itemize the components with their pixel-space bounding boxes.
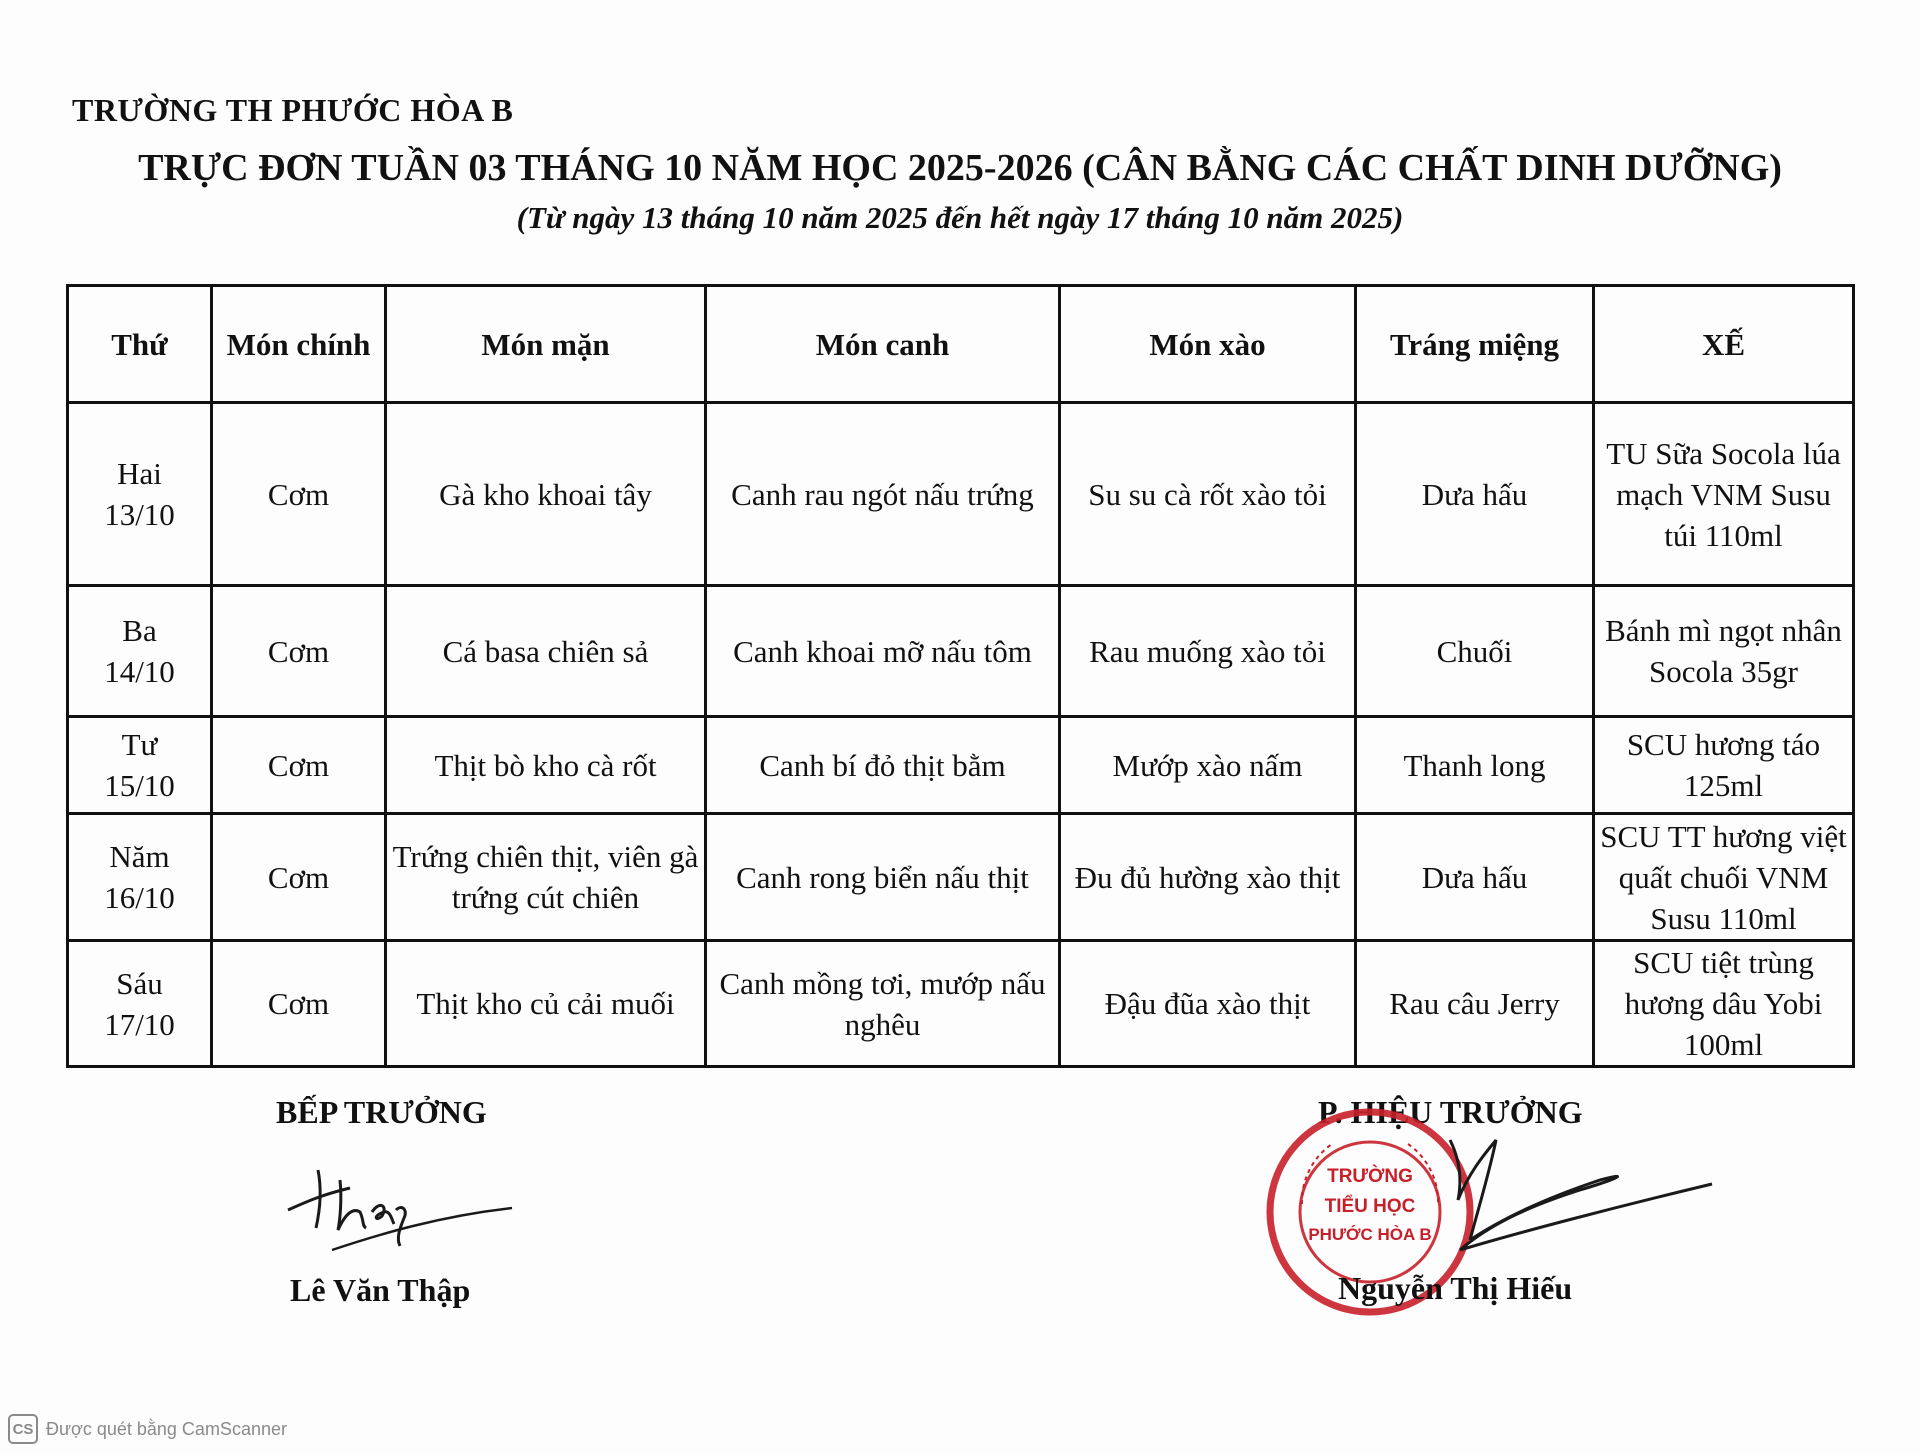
date-range-subtitle: (Từ ngày 13 tháng 10 năm 2025 đến hết ngày 17 tháng 10 năm 2025) xyxy=(516,200,1404,235)
vice-principal-name: Nguyễn Thị Hiếu xyxy=(1338,1270,1573,1306)
school-name: TRƯỜNG TH PHƯỚC HÒA B xyxy=(72,92,514,128)
snack-cell: Bánh mì ngọt nhân Socola 35gr xyxy=(1594,586,1854,717)
day-name: Sáu xyxy=(116,965,163,1001)
soup-cell: Canh rau ngót nấu trứng xyxy=(706,403,1060,586)
dessert-cell: Thanh long xyxy=(1356,717,1594,814)
main-dish-cell: Cơm xyxy=(212,941,386,1067)
day-date: 14/10 xyxy=(104,654,175,689)
svg-text:TRƯỜNG: TRƯỜNG xyxy=(1327,1166,1413,1187)
day-cell xyxy=(68,717,212,814)
table-header-row xyxy=(68,286,1854,403)
table-row xyxy=(68,586,1854,717)
stir-fry-cell: Rau muống xào tỏi xyxy=(1060,586,1356,717)
snack-cell: SCU TT hương việt quất chuối VNM Susu 110ml xyxy=(1594,814,1854,941)
day-name: Ba xyxy=(122,613,157,648)
day-cell xyxy=(68,403,212,586)
table-row xyxy=(68,717,1854,814)
stir-fry-cell: Đu đủ hường xào thịt xyxy=(1060,814,1356,941)
svg-text:PHƯỚC HÒA B: PHƯỚC HÒA B xyxy=(1308,1225,1432,1244)
savory-dish-cell: Trứng chiên thịt, viên gà trứng cút chiên xyxy=(386,814,706,941)
snack-cell: SCU tiệt trùng hương dâu Yobi 100ml xyxy=(1594,941,1854,1067)
camscanner-logo-icon: CS xyxy=(8,1414,38,1444)
table-row xyxy=(68,403,1854,586)
soup-cell: Canh khoai mỡ nấu tôm xyxy=(706,586,1060,717)
main-dish-cell: Cơm xyxy=(212,717,386,814)
document-title: TRỰC ĐƠN TUẦN 03 THÁNG 10 NĂM HỌC 2025-2026 (CÂN BẰNG CÁC CHẤT DINH DƯỠNG) xyxy=(138,147,1782,189)
savory-dish-cell: Cá basa chiên sả xyxy=(386,586,706,717)
stir-fry-cell: Đậu đũa xào thịt xyxy=(1060,941,1356,1067)
table-row xyxy=(68,941,1854,1067)
head-chef-name: Lê Văn Thập xyxy=(290,1272,471,1308)
scanner-text: Được quét bằng CamScanner xyxy=(46,1418,287,1439)
column-header-day: Thứ xyxy=(68,286,212,403)
column-header-savory-dish: Món mặn xyxy=(386,286,706,403)
scanner-watermark xyxy=(8,1414,287,1444)
dessert-cell: Rau câu Jerry xyxy=(1356,941,1594,1067)
snack-cell: SCU hương táo 125ml xyxy=(1594,717,1854,814)
column-header-snack: XẾ xyxy=(1594,286,1854,403)
dessert-cell: Dưa hấu xyxy=(1356,403,1594,586)
weekly-menu-table xyxy=(66,284,1855,1068)
dessert-cell: Dưa hấu xyxy=(1356,814,1594,941)
stir-fry-cell: Su su cà rốt xào tỏi xyxy=(1060,403,1356,586)
day-name: Tư xyxy=(121,727,158,762)
savory-dish-cell: Thịt kho củ cải muối xyxy=(386,941,706,1067)
column-header-main-dish: Món chính xyxy=(212,286,386,403)
main-dish-cell: Cơm xyxy=(212,403,386,586)
stir-fry-cell: Mướp xào nấm xyxy=(1060,717,1356,814)
day-cell xyxy=(68,814,212,941)
day-name: Hai xyxy=(117,456,162,491)
soup-cell: Canh mồng tơi, mướp nấu nghêu xyxy=(706,941,1060,1067)
day-cell xyxy=(68,941,212,1067)
main-dish-cell: Cơm xyxy=(212,814,386,941)
dessert-cell: Chuối xyxy=(1356,586,1594,717)
column-header-dessert: Tráng miệng xyxy=(1356,286,1594,403)
column-header-stir-fry: Món xào xyxy=(1060,286,1356,403)
day-date: 17/10 xyxy=(104,1006,175,1042)
day-cell xyxy=(68,586,212,717)
day-date: 13/10 xyxy=(104,497,175,532)
vice-principal-signature xyxy=(1300,1120,1720,1270)
day-name: Năm xyxy=(109,839,170,874)
head-chef-title: BẾP TRƯỞNG xyxy=(276,1094,487,1130)
soup-cell: Canh rong biển nấu thịt xyxy=(706,814,1060,941)
savory-dish-cell: Thịt bò kho cà rốt xyxy=(386,717,706,814)
table-row xyxy=(68,814,1854,941)
snack-cell: TU Sữa Socola lúa mạch VNM Susu túi 110ml xyxy=(1594,403,1854,586)
head-chef-signature xyxy=(280,1150,520,1270)
vice-principal-title: P. HIỆU TRƯỞNG xyxy=(1318,1094,1583,1130)
day-date: 16/10 xyxy=(104,880,175,915)
main-dish-cell: Cơm xyxy=(212,586,386,717)
column-header-soup: Món canh xyxy=(706,286,1060,403)
day-date: 15/10 xyxy=(104,768,175,803)
soup-cell: Canh bí đỏ thịt bằm xyxy=(706,717,1060,814)
savory-dish-cell: Gà kho khoai tây xyxy=(386,403,706,586)
svg-text:TIỂU HỌC: TIỂU HỌC xyxy=(1324,1196,1416,1217)
